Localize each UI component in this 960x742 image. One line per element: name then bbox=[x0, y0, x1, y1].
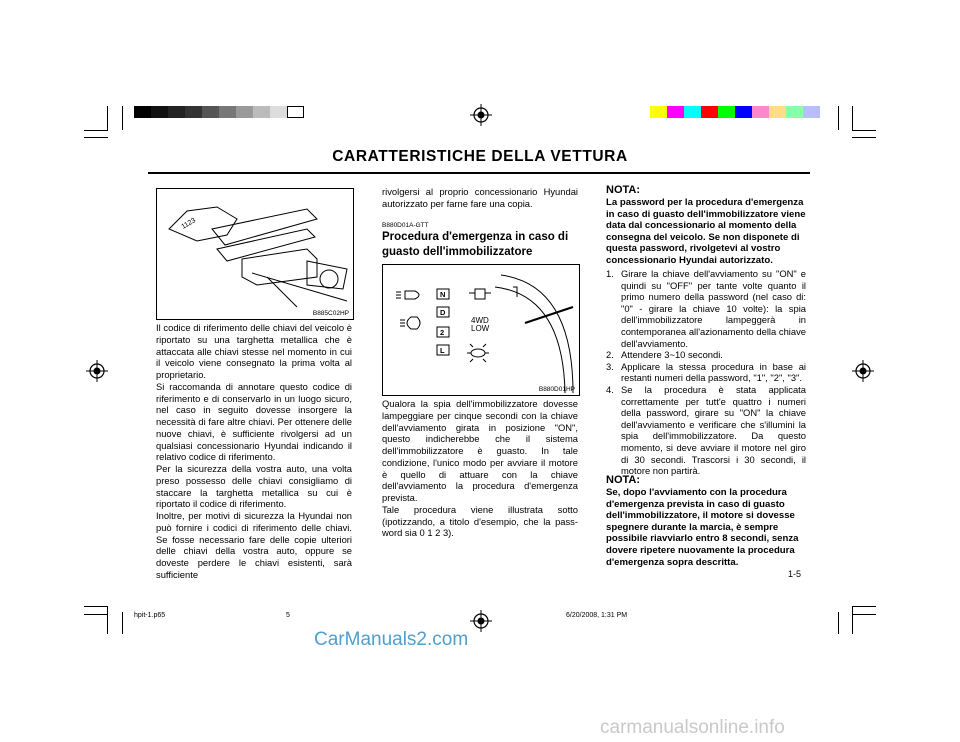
procedure-steps bbox=[606, 268, 806, 477]
gear-l: L bbox=[440, 346, 445, 355]
footer-file: hpit-1.p65 bbox=[134, 612, 166, 619]
gear-2: 2 bbox=[440, 328, 445, 337]
keys-figure bbox=[156, 188, 354, 320]
section-title: Procedura d'emergenza in caso di guasto dell'immobilizzatore bbox=[382, 231, 569, 258]
registration-mark-right bbox=[852, 360, 874, 382]
greyscale-bar bbox=[134, 106, 304, 118]
label-4wd: 4WD bbox=[471, 316, 489, 325]
color-bar bbox=[650, 106, 820, 118]
footer-page: 5 bbox=[286, 612, 290, 619]
watermark-carmanuals: CarManuals2.com bbox=[314, 629, 469, 650]
dashboard-illustration bbox=[383, 265, 579, 395]
dashboard-figure bbox=[382, 264, 580, 396]
figure-code: B885C02HP bbox=[312, 310, 349, 317]
title-rule bbox=[148, 172, 810, 174]
nota-1-body: La password per la procedura d'emergenza in caso di guasto dell'immobilizzatore viene data dal concessionario al momento della consegna del veicolo. Se non disponete di questa password, rivolgetevi al vostro concessionario Hyundai autorizzato. bbox=[606, 197, 806, 266]
svg-text:1123: 1123 bbox=[180, 217, 198, 231]
step-item: 4. Se la procedura è stata applicata correttamente per tutt'e quattro i numeri della password, girare su "ON" la chiave dell'avviamento e verificare che s'illumini la spia dell'immobilizzatore. Da questo momento, si deve avviare il motore nel giro di 30 secondi. Trascorsi i 30 secondi, il motore non partirà. bbox=[606, 383, 806, 477]
figure-code: B880D01HP bbox=[538, 386, 575, 393]
immobilizer-paragraph: Qualora la spia dell'immobilizzatore dovesse lampeggiare per cinque secondi con la chiave dell'avviamento girata in posizione "ON", questo indicherebbe che il sistema dell'immobilizzatore è guasto. In tale condizione, l'unico modo per avviare il motore è quello di attuare con la chiave dell'avviamento la procedura d'emergenza prevista. Tale procedura viene illustrata sotto (ipotizzando, a titolo d'esempio, che la pass-word sia 0 1 2 3). bbox=[382, 398, 578, 539]
watermark-online: carmanualsonline.info bbox=[600, 717, 785, 738]
gear-n: N bbox=[440, 290, 446, 299]
label-low: LOW bbox=[471, 324, 490, 333]
gear-d: D bbox=[440, 308, 446, 317]
registration-mark-left bbox=[86, 360, 108, 382]
step-item: 1. Girare la chiave dell'avviamento su "ON" e quindi su "OFF" per tante volte quanto il primo numero della password (nel caso di: "0" - girare la chiave 10 volte): la spia dell'immobilizzatore lampeggerà in contemporanea all'azionamento della chiave dell'avviamento. bbox=[606, 268, 806, 349]
nota-1 bbox=[606, 184, 806, 267]
nota-1-heading: NOTA: bbox=[606, 184, 641, 196]
section-code: B880D01A-GTT bbox=[382, 222, 429, 229]
step-item: 2. Attendere 3~10 secondi. bbox=[606, 349, 723, 361]
nota-2-body: Se, dopo l'avviamento con la procedura d'emergenza prevista in caso di guasto dell'immobilizzatore, il motore si dovesse spegnere durante la marcia, è sempre possibile riavviarlo entro 8 secondi, senza dovere ripetere nuovamente la procedura d'emergenza sopra descritta. bbox=[606, 487, 799, 568]
step-item: 3. Applicare la stessa procedura in base ai restanti numeri della password, "1", "2", "3". bbox=[606, 360, 806, 384]
middle-intro: rivolgersi al proprio concessionario Hyundai autorizzato per farne fare una copia. bbox=[382, 186, 578, 209]
nota-2-heading: NOTA: bbox=[606, 474, 641, 486]
footer-datetime: 6/20/2008, 1:31 PM bbox=[566, 612, 628, 619]
registration-mark-bottom bbox=[470, 610, 492, 632]
key-code-paragraph: Il codice di riferimento delle chiavi del veicolo è riportato su una targhetta metallica che è attaccata alle chiavi stesse nel momento in cui il veicolo viene consegnato la prima volta al proprietario. Si raccomanda di annotare questo codice di riferimento e di conservarlo in un luogo sicuro, nel caso in seguito dovesse insorgere la necessità di fare altre chiavi. Per ottenere delle nuove chiavi, è sufficiente rivolgersi ad un qualsiasi concessionario Hyundai indicando il relativo codice di riferimento. Per la sicurezza della vostra auto, una volta preso possesso delle chiavi consigliamo di staccare la targhetta metallica su cui è riportato il codice di riferimento. Inoltre, per motivi di sicurezza la Hyundai non può fornire i codici di riferimento delle chiavi. Se fosse necessario fare delle copie ulteriori delle chiavi della vostra auto, oppure se doveste perdere le chiavi esistenti, sarà sufficiente bbox=[156, 322, 352, 580]
registration-mark-top bbox=[470, 104, 492, 126]
page-title: CARATTERISTICHE DELLA VETTURA bbox=[332, 148, 628, 165]
page-number: 1-5 bbox=[788, 569, 802, 579]
keys-illustration bbox=[157, 189, 353, 319]
nota-2 bbox=[606, 474, 806, 568]
